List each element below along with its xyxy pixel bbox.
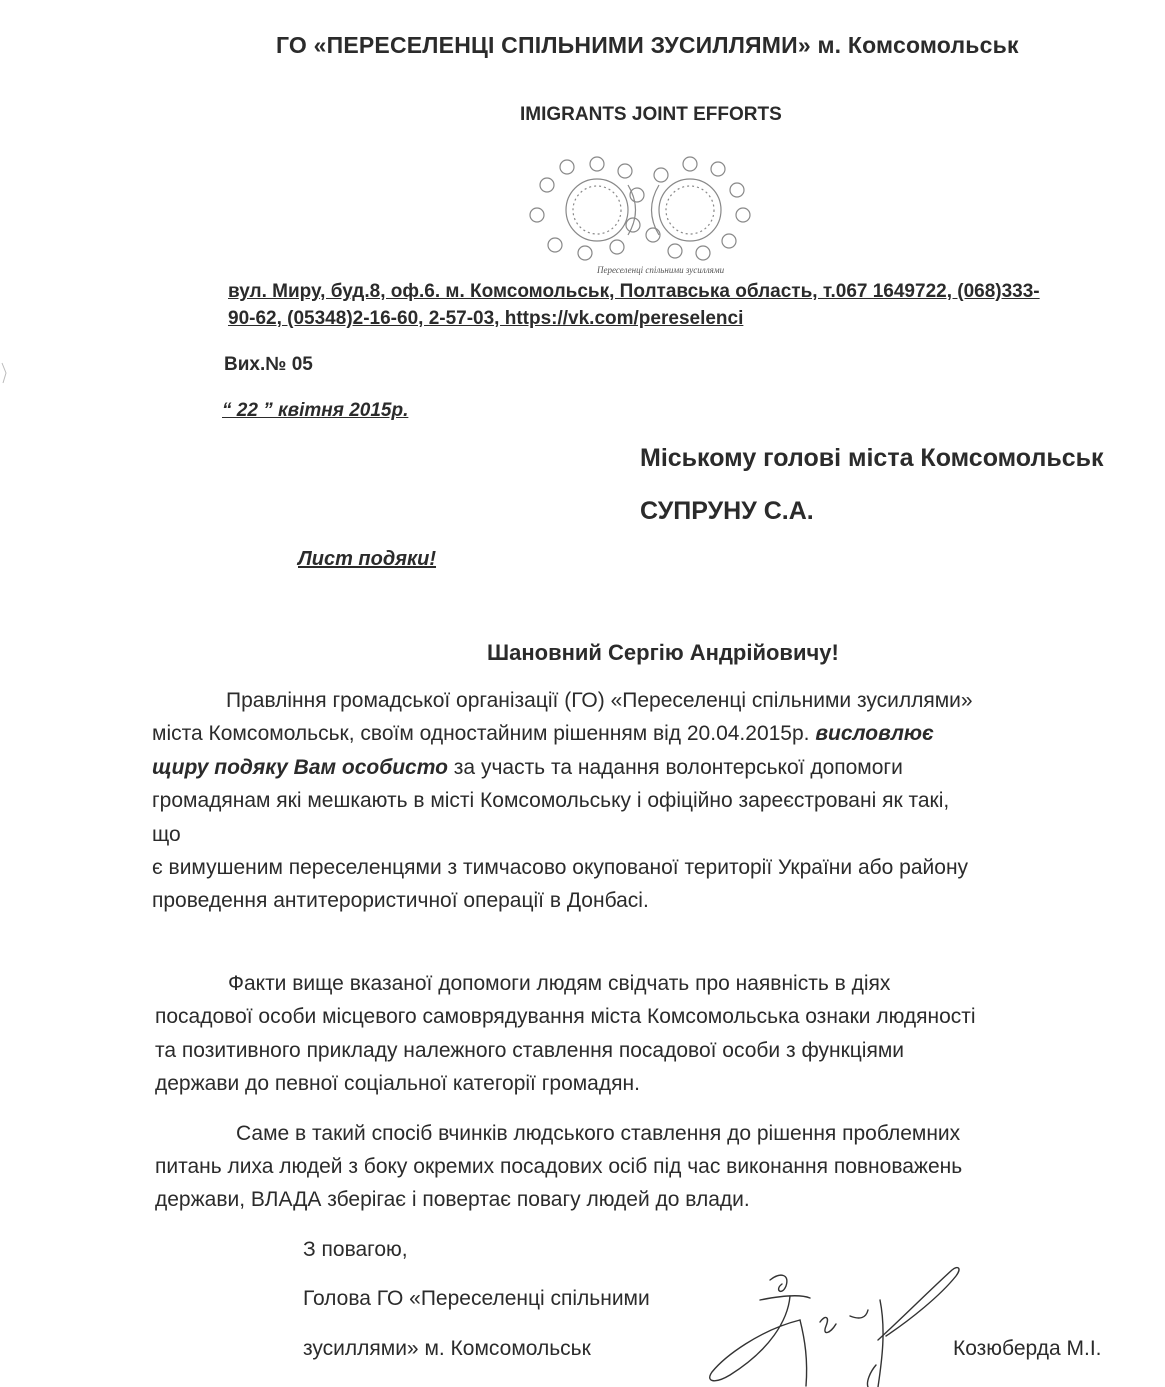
- paragraph-1-line-7: проведення антитерористичної операції в Донбасі.: [152, 889, 649, 912]
- recipient-name: СУПРУНУ С.А.: [640, 497, 814, 525]
- signer-name: Козюберда М.І.: [953, 1337, 1102, 1360]
- emphasis-text: щиру подяку Вам особисто: [152, 756, 448, 779]
- recipient-position: Міському голові міста Комсомольськ: [640, 444, 1104, 472]
- closing-regards: З повагою,: [303, 1238, 408, 1261]
- signer-position-line-1: Голова ГО «Переселенці спільними: [303, 1287, 650, 1310]
- scan-artifact: [0, 358, 10, 388]
- paragraph-2-line-1: Факти вище вказаної допомоги людям свідчать про наявність в діях: [228, 972, 891, 995]
- outgoing-number: Вих.№ 05: [224, 354, 313, 375]
- paragraph-3-line-2: питань лиха людей з боку окремих посадових осіб під час виконання повноважень: [155, 1155, 963, 1178]
- organization-logo: [525, 155, 760, 280]
- organization-name-english: IMIGRANTS JOINT EFFORTS: [520, 104, 782, 125]
- paragraph-1-line-4: громадянам які мешкають в місті Комсомольську і офіційно зареєстровані як такі,: [152, 789, 950, 812]
- salutation: Шановний Сергію Андрійовичу!: [487, 640, 839, 665]
- handwritten-signature: [690, 1260, 980, 1387]
- paragraph-2-line-3: та позитивного прикладу належного ставлення посадової особи з функціями: [155, 1039, 905, 1062]
- address-line-2: 90-62, (05348)2-16-60, 2-57-03, https://vk.com/pereselenci: [228, 308, 744, 329]
- paragraph-3-line-1: Саме в такий спосіб вчинків людського ставлення до рішення проблемних: [236, 1122, 961, 1145]
- paragraph-1-line-3: щиру подяку Вам особисто за участь та надання волонтерської допомоги: [152, 756, 903, 779]
- signer-position-line-2: зусиллями» м. Комсомольськ: [303, 1337, 591, 1360]
- letter-date: “ 22 ” квітня 2015р.: [222, 400, 409, 421]
- paragraph-2-line-2: посадової особи місцевого самоврядування міста Комсомольська ознаки людяності: [155, 1005, 976, 1028]
- paragraph-1-line-6: є вимушеним переселенцями з тимчасово окупованої території України або району: [152, 856, 969, 879]
- paragraph-1-line-2: міста Комсомольськ, своїм одностайним рішенням від 20.04.2015р. висловлює: [152, 722, 934, 745]
- emphasis-text: висловлює: [815, 722, 934, 745]
- address-line-1: вул. Миру, буд.8, оф.6. м. Комсомольськ, Полтавська область, т.067 1649722, (068)333-: [228, 281, 1040, 302]
- paragraph-1-line-5: що: [152, 823, 181, 846]
- logo-caption: Переселенці спільними зусиллями: [597, 265, 725, 275]
- paragraph-3-line-3: держави, ВЛАДА зберігає і повертає повагу людей до влади.: [155, 1188, 750, 1211]
- paragraph-2-line-4: держави до певної соціальної категорії громадян.: [155, 1072, 640, 1095]
- organization-name: ГО «ПЕРЕСЕЛЕНЦІ СПІЛЬНИМИ ЗУСИЛЛЯМИ» м. Комсомольськ: [276, 32, 1019, 58]
- letter-title: Лист подяки!: [298, 548, 437, 570]
- paragraph-1-line-1: Правління громадської організації (ГО) «Переселенці спільними зусиллями»: [226, 689, 973, 712]
